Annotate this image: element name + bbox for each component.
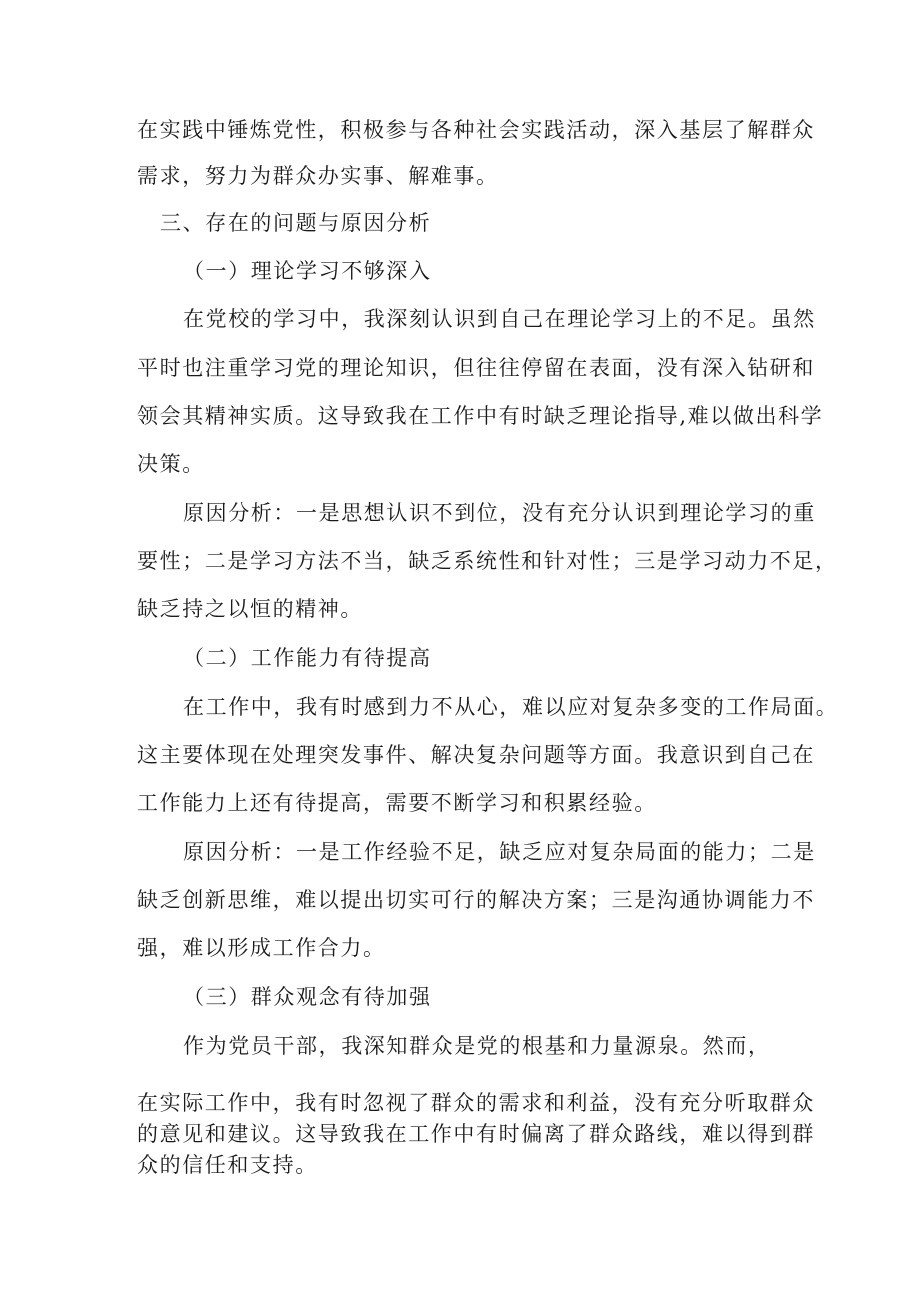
- subsection-2-body-line-2: 这主要体现在处理突发事件、解决复杂问题等方面。我意识到自己在: [137, 743, 815, 767]
- subsection-1-body-line-1: 在党校的学习中，我深刻认识到自己在理论学习上的不足。虽然: [183, 307, 816, 331]
- section-heading: 三、存在的问题与原因分析: [160, 211, 432, 235]
- subsection-2-analysis-line-3: 强，难以形成工作合力。: [137, 936, 386, 960]
- subsection-1-body-line-4: 决策。: [137, 452, 205, 476]
- subsection-3-body-line-2: 在实际工作中，我有时忽视了群众的需求和利益，没有充分听取群众: [137, 1091, 815, 1115]
- subsection-3-body-line-4: 众的信任和支持。: [137, 1153, 318, 1177]
- subsection-2-analysis-line-1: 原因分析：一是工作经验不足，缺乏应对复杂局面的能力；二是: [183, 840, 816, 864]
- subsection-2-analysis-line-2: 缺乏创新思维，难以提出切实可行的解决方案；三是沟通协调能力不: [137, 888, 815, 912]
- subsection-2-heading: （二）工作能力有待提高: [183, 646, 432, 670]
- subsection-3-heading: （三）群众观念有待加强: [183, 985, 432, 1009]
- intro-paragraph-line-2: 需求，努力为群众办实事、解难事。: [137, 164, 499, 188]
- subsection-1-heading: （一）理论学习不够深入: [183, 259, 432, 283]
- intro-paragraph-line-1: 在实践中锤炼党性，积极参与各种社会实践活动，深入基层了解群众: [137, 118, 815, 142]
- subsection-2-body-line-3: 工作能力上还有待提高，需要不断学习和积累经验。: [137, 791, 657, 815]
- subsection-1-body-line-2: 平时也注重学习党的理论知识，但往往停留在表面，没有深入钻研和: [137, 356, 815, 380]
- subsection-3-body-line-3: 的意见和建议。这导致我在工作中有时偏离了群众路线，难以得到群: [137, 1122, 815, 1146]
- subsection-2-body-line-1: 在工作中，我有时感到力不从心，难以应对复杂多变的工作局面。: [183, 695, 839, 719]
- subsection-1-body-line-3: 领会其精神实质。这导致我在工作中有时缺乏理论指导,难以做出科学: [137, 404, 824, 428]
- subsection-3-body-line-1: 作为党员干部，我深知群众是党的根基和力量源泉。然而，: [183, 1034, 771, 1058]
- subsection-1-analysis-line-2: 要性；二是学习方法不当，缺乏系统性和针对性；三是学习动力不足，: [137, 549, 838, 573]
- subsection-1-analysis-line-3: 缺乏持之以恒的精神。: [137, 597, 363, 621]
- subsection-1-analysis-line-1: 原因分析：一是思想认识不到位，没有充分认识到理论学习的重: [183, 501, 816, 525]
